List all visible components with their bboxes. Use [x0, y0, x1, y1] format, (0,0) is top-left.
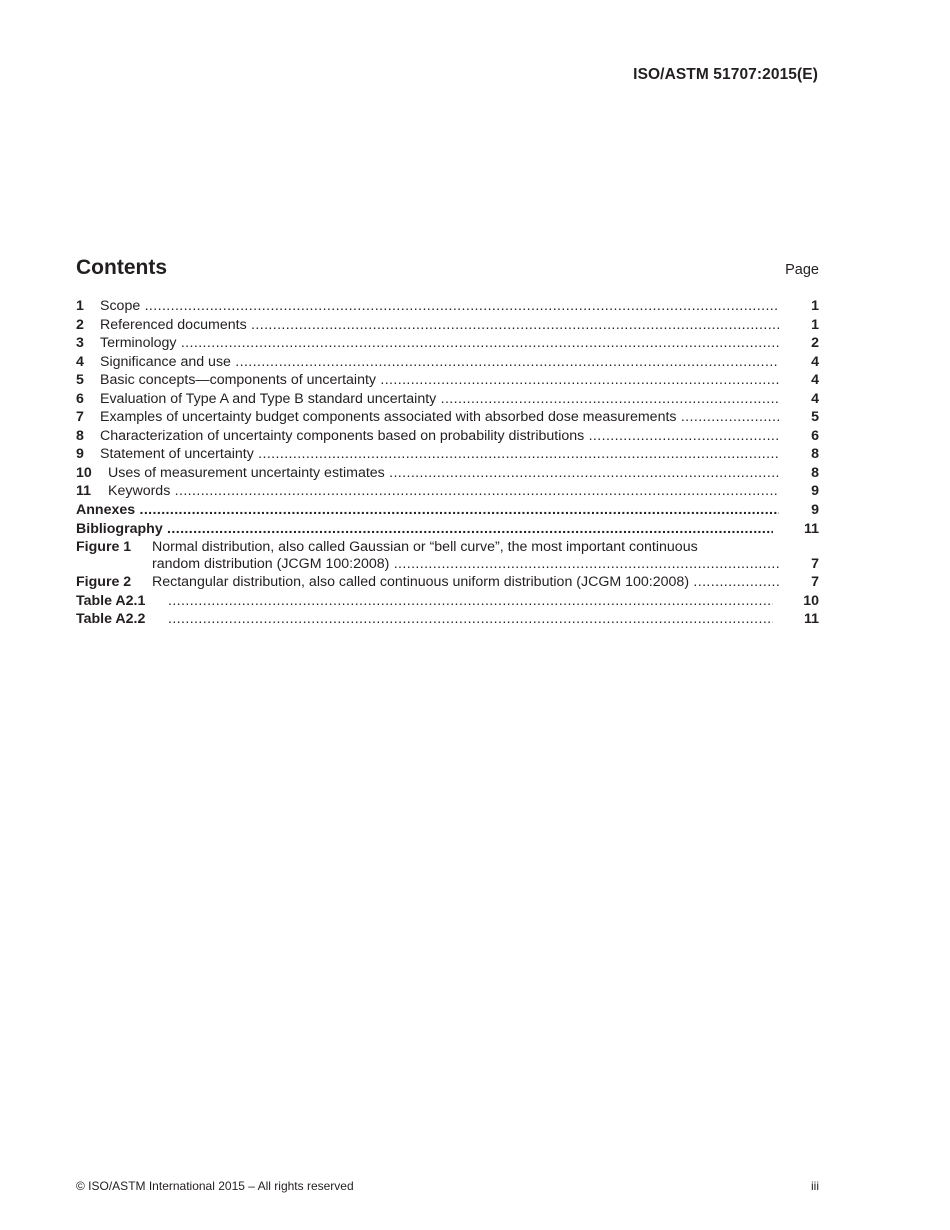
- table-label: Table A2.2: [76, 611, 146, 628]
- toc-entry-title[interactable]: Referenced documents .....: [100, 316, 779, 335]
- toc-entry-title[interactable]: Significance and use .....: [100, 353, 779, 372]
- toc-entry-number: 10: [76, 464, 92, 481]
- toc-entry-page: 8: [811, 464, 819, 481]
- toc-entry-10[interactable]: [76, 464, 819, 483]
- toc-entry-title[interactable]: Statement of uncertainty .....: [100, 445, 779, 464]
- toc-entry-page: 7: [811, 556, 819, 573]
- toc-entry-number: 9: [76, 446, 84, 463]
- toc-entry-page: 4: [811, 390, 819, 407]
- toc-entry-number: 8: [76, 427, 84, 444]
- toc-entry-page: 6: [811, 427, 819, 444]
- toc-entry-number: 2: [76, 316, 84, 333]
- toc-entry-page: 5: [811, 409, 819, 426]
- toc-entry-4[interactable]: [76, 353, 819, 372]
- toc-entry-number: 7: [76, 409, 84, 426]
- toc-entry-8[interactable]: [76, 427, 819, 446]
- copyright-notice: © ISO/ASTM International 2015 – All rights reserved: [76, 1179, 354, 1193]
- toc-entry-annexes[interactable]: [76, 501, 819, 520]
- toc-entry-page: 10: [803, 592, 819, 609]
- toc-entry-title[interactable]: Annexes .....: [76, 501, 779, 520]
- figure-label: Figure 2: [76, 574, 132, 591]
- toc-entry-1[interactable]: [76, 297, 819, 316]
- toc-entry-page: 11: [804, 520, 819, 537]
- toc-entry-table-a2-2[interactable]: [76, 610, 819, 629]
- toc-entry-9[interactable]: [76, 445, 819, 464]
- toc-entry-number: 3: [76, 335, 84, 352]
- toc-entry-page: 1: [811, 316, 819, 333]
- table-label: Table A2.1: [76, 592, 146, 609]
- toc-entry-page: 8: [811, 446, 819, 463]
- toc-entry-bibliography[interactable]: [76, 520, 819, 539]
- document-code: ISO/ASTM 51707:2015(E): [633, 66, 818, 83]
- toc-entry-title[interactable]: Uses of measurement uncertainty estimates .....: [108, 464, 779, 483]
- toc-entry-5[interactable]: [76, 371, 819, 390]
- toc-entry-title[interactable]: Characterization of uncertainty components based on probability distributions .....: [100, 427, 779, 446]
- figure-caption[interactable]: Rectangular distribution, also called continuous uniform distribution (JCGM 100:2008) .....: [152, 573, 779, 592]
- toc-entry-6[interactable]: [76, 390, 819, 409]
- toc-entry-11[interactable]: [76, 482, 819, 501]
- toc-entry-page: 11: [804, 611, 819, 628]
- toc-entry-page: 1: [811, 298, 819, 314]
- toc-entry-title[interactable]: Evaluation of Type A and Type B standard uncertainty .....: [100, 390, 779, 409]
- toc-entry-title[interactable]: Terminology .....: [100, 334, 779, 353]
- toc-entry-page: 4: [811, 353, 819, 370]
- figure-caption-line-2[interactable]: random distribution (JCGM 100:2008) .....: [152, 555, 779, 574]
- toc-entry-page: 9: [811, 483, 819, 500]
- toc-entry-figure-1[interactable]: [76, 538, 819, 573]
- toc-entry-number: 5: [76, 372, 84, 389]
- toc-entry-number: 4: [76, 353, 84, 370]
- contents-title: Contents: [76, 256, 167, 279]
- figure-label: Figure 1: [76, 539, 132, 556]
- toc-header: [76, 256, 819, 286]
- toc-entry-page: 2: [811, 335, 819, 352]
- toc-entry-7[interactable]: [76, 408, 819, 427]
- toc-entry-page: 4: [811, 372, 819, 389]
- table-of-contents: [76, 297, 819, 629]
- page-number: iii: [811, 1179, 819, 1193]
- figure-caption-line-1[interactable]: Normal distribution, also called Gaussian or “bell curve”, the most important continuous: [152, 539, 698, 556]
- page-column-label: Page: [785, 262, 819, 278]
- toc-entry-3[interactable]: [76, 334, 819, 353]
- toc-entry-number: 6: [76, 390, 84, 407]
- toc-entry-title[interactable]: Scope .....: [100, 297, 779, 316]
- toc-entry-title[interactable]: Keywords .....: [108, 482, 779, 501]
- toc-entry-number: 1: [76, 298, 84, 314]
- toc-entry-figure-2[interactable]: [76, 573, 819, 592]
- toc-entry-title[interactable]: Basic concepts—components of uncertainty .....: [100, 371, 779, 390]
- toc-entry-title[interactable]: Examples of uncertainty budget components associated with absorbed dose measurements .....: [100, 408, 779, 427]
- toc-entry-number: 11: [76, 483, 91, 500]
- table-leader-dots[interactable]: [168, 610, 773, 629]
- toc-entry-table-a2-1[interactable]: [76, 592, 819, 611]
- toc-entry-page: 9: [811, 502, 819, 519]
- toc-entry-title[interactable]: Bibliography .....: [76, 520, 773, 539]
- toc-entry-page: 7: [811, 574, 819, 591]
- toc-entry-2[interactable]: [76, 316, 819, 335]
- table-leader-dots[interactable]: [168, 592, 773, 611]
